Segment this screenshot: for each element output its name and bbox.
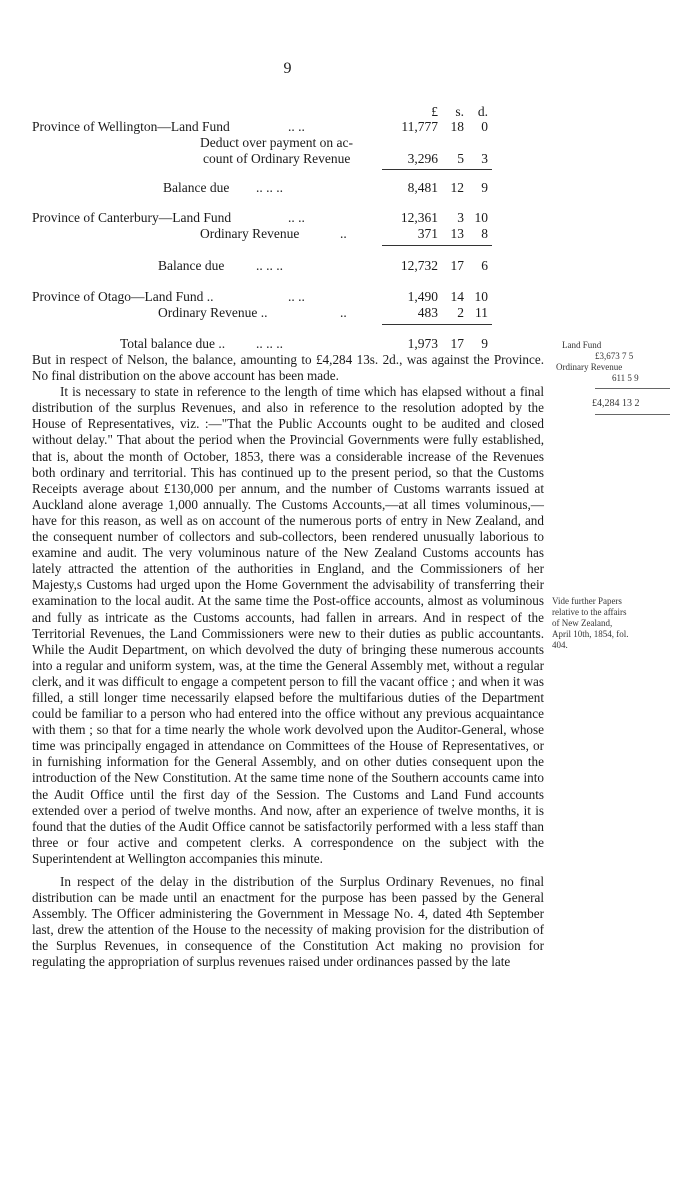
page-number: 9 bbox=[283, 60, 292, 77]
amount-pence: 0 bbox=[481, 119, 488, 134]
amount-pence: 9 bbox=[481, 336, 488, 351]
account-label: Balance due bbox=[163, 180, 230, 195]
leader-dots: .. bbox=[340, 305, 347, 320]
sum-rule bbox=[382, 245, 492, 246]
amount-shillings: 12 bbox=[450, 180, 464, 195]
account-label: Province of Canterbury—Land Fund bbox=[32, 210, 232, 225]
amount-pence: 8 bbox=[481, 226, 488, 241]
amount-shillings: 13 bbox=[450, 226, 464, 241]
amount-shillings: 14 bbox=[450, 289, 464, 304]
margin-land-fund-amount: £3,673 7 5 bbox=[595, 351, 634, 361]
account-label: Ordinary Revenue bbox=[200, 226, 300, 241]
vide-line: 404. bbox=[552, 640, 568, 650]
sum-rule bbox=[382, 324, 492, 325]
amount-pence: 6 bbox=[481, 258, 488, 273]
amount-pence: 9 bbox=[481, 180, 488, 195]
paragraph: But in respect of Nelson, the balance, amounting to £4,284 13s. 2d., was against the Province. No final distribution on the above account has been made. bbox=[32, 352, 544, 384]
margin-total-amount: £4,284 13 2 bbox=[592, 398, 640, 409]
account-label: Balance due bbox=[158, 258, 225, 273]
amount-shillings: 2 bbox=[457, 305, 464, 320]
vide-line: April 10th, 1854, fol. bbox=[552, 629, 629, 639]
account-label: count of Ordinary Revenue bbox=[203, 151, 351, 166]
pence-header: d. bbox=[477, 104, 488, 119]
amount-pence: 3 bbox=[481, 151, 488, 166]
leader-dots: .. .. .. bbox=[256, 258, 283, 273]
amount-shillings: 5 bbox=[457, 151, 464, 166]
amount-pounds: 12,361 bbox=[400, 210, 438, 225]
amount-pounds: 11,777 bbox=[401, 119, 438, 134]
leader-dots: .. bbox=[340, 226, 347, 241]
leader-dots: .. .. bbox=[288, 210, 305, 225]
account-label: Total balance due .. bbox=[120, 336, 226, 351]
body-text bbox=[32, 352, 544, 971]
margin-land-fund-label: Land Fund bbox=[562, 340, 602, 350]
amount-pounds: 483 bbox=[417, 305, 438, 320]
amount-pence: 11 bbox=[475, 305, 488, 320]
margin-ordinary-label: Ordinary Revenue bbox=[556, 362, 623, 372]
amount-pounds: 1,490 bbox=[407, 289, 438, 304]
amount-shillings: 18 bbox=[450, 119, 464, 134]
leader-dots: .. .. .. bbox=[256, 180, 283, 195]
sum-rule bbox=[382, 169, 492, 170]
amount-pence: 10 bbox=[474, 210, 488, 225]
margin-ordinary-amount: 611 5 9 bbox=[612, 373, 639, 383]
account-label: Deduct over payment on ac- bbox=[200, 135, 353, 150]
vide-line: Vide further Papers bbox=[552, 596, 622, 606]
margin-rule bbox=[595, 388, 670, 389]
pounds-header: £ bbox=[431, 104, 438, 119]
amount-pounds: 12,732 bbox=[400, 258, 438, 273]
amount-pounds: 1,973 bbox=[407, 336, 438, 351]
amount-shillings: 17 bbox=[450, 258, 464, 273]
leader-dots: .. .. .. bbox=[256, 336, 283, 351]
vide-line: relative to the affairs bbox=[552, 607, 627, 617]
amount-shillings: 3 bbox=[457, 210, 464, 225]
amount-pounds: 371 bbox=[417, 226, 438, 241]
account-label: Province of Wellington—Land Fund bbox=[32, 119, 230, 134]
account-label: Province of Otago—Land Fund .. bbox=[32, 289, 214, 304]
margin-rule bbox=[595, 414, 670, 415]
leader-dots: .. .. bbox=[288, 289, 305, 304]
vide-line: of New Zealand, bbox=[552, 618, 613, 628]
amount-pence: 10 bbox=[474, 289, 488, 304]
amount-pounds: 3,296 bbox=[407, 151, 438, 166]
paragraph: It is necessary to state in reference to the length of time which has elapsed without a final distribution of the surplus Revenues, and also in reference to the resolution adopted by the House of Representatives, viz. :—"That the Public Accounts ought to be audited and closed without delay." That about the period when the Provincial Governments were fully established, that is, about the month of October, 1853, there was a considerable increase of the Revenues both ordinary and territorial. This has continued up to the present period, so that the Customs Receipts average about £130,000 per annum, and the number of Customs warrants issued at Auckland alone average 1,000 annually. The Customs Accounts,—at all times voluminous,—have for this reason, as well as on account of the numerous ports of entry in New Zealand, and the consequent number of collectors and sub-collectors, been rendered unusually laborious to examine and audit. The very voluminous nature of the New Zealand Customs accounts has lately attracted the attention of the authorities in England, and the Commissioners of her Majesty,s Customs had urged upon the Home Government the advisability of transferring their examination to the local audit. At the same time the Post-office accounts, almost as voluminous and fully as intricate as the Customs accounts, had fallen in arrears. And in respect of the Territorial Revenues, the Land Commissioners were new to their duties as public accountants. While the Audit Department, on which devolved the duty of bringing these numerous accounts into a regular and uniform system, was, at the time the General Assembly met, without a regular clerk, and it was difficult to engage a competent person to fill the vacant office ; and when it was filled, a still longer time necessarily elapsed before the multifarious duties of the Department could be familiar to a person who had entered into the office without any previous acquaintance with them ; so that for a time nearly the whole work devolved upon the Auditor-General, whose time was principally engaged in attendance on Committees of the House of Representatives, or in furnishing information for the General Assembly, and on other duties consequent upon the introduction of the New Constitution. At the same time none of the Southern accounts came into the Audit Office until the first day of the Session. The Customs and Land Fund accounts extended over a period of twelve months. And now, after an experience of twelve months, it is found that the duties of the Audit Office cannot be satisfactorily performed with a less staff than three or four active and competent clerks. A correspondence on the subject with the Superintendent at Wellington accompanies this minute. bbox=[32, 384, 544, 866]
shillings-header: s. bbox=[455, 104, 464, 119]
accounts-table bbox=[0, 0, 560, 360]
account-label: Ordinary Revenue .. bbox=[158, 305, 268, 320]
amount-shillings: 17 bbox=[450, 336, 464, 351]
amount-pounds: 8,481 bbox=[407, 180, 438, 195]
paragraph: In respect of the delay in the distribution of the Surplus Ordinary Revenues, no final distribution can be made until an enactment for the purpose has been passed by the General Assembly. The Officer administering the Government in Message No. 4, dated 4th September last, drew the attention of the House to the necessity of making provision for the distribution of the Surplus Revenues, in consequence of the Constitution Act making no provision for regulating the appropriation of surplus revenues raised under ordinances passed by the late bbox=[32, 874, 544, 970]
leader-dots: .. .. bbox=[288, 119, 305, 134]
